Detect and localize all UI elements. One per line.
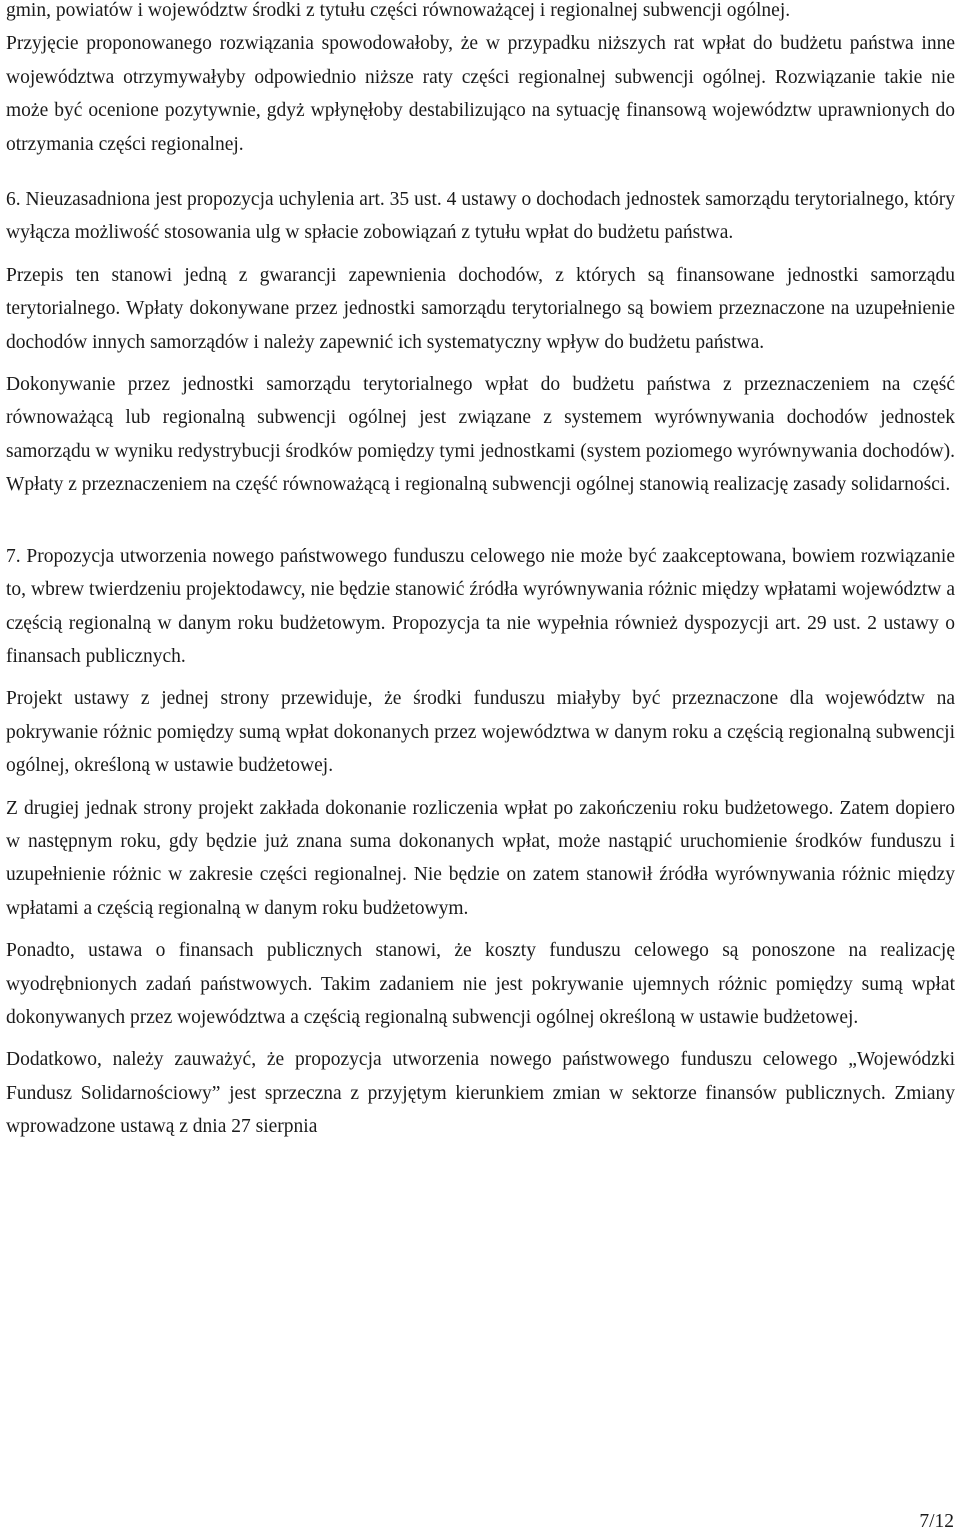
paragraph-point-6: 6. Nieuzasadniona jest propozycja uchylenia art. 35 ust. 4 ustawy o dochodach jednostek samorządu terytorialnego, który wyłącza możliwość stosowania ulg w spłacie zobowiązań z tytułu wpłat do budżetu państwa.	[6, 189, 955, 244]
paragraph-point-7: 7. Propozycja utworzenia nowego państwowego funduszu celowego nie może być zaakceptowana, bowiem rozwiązanie to, wbrew twierdzeniu projektodawcy, nie będzie stanowić źródła wyrównywania różnic między wpłatami województw a częścią regionalną w danym roku budżetowym. Propozycja ta nie wypełnia również dyspozycji art. 29 ust. 2 ustawy o finansach publicznych.	[6, 545, 955, 667]
paragraph-proposed-solution: Przyjęcie proponowanego rozwiązania spowodowałoby, że w przypadku niższych rat wpłat do budżetu państwa inne województwa otrzymywałyby odpowiednio niższe raty części regionalnej subwencji ogólnej. Rozwiązanie takie nie może być ocenione pozytywnie, gdyż wpłynęłoby destabilizująco na sytuację finansową województw uprawnionych do otrzymania części regionalnej.	[6, 33, 955, 155]
document-page	[6, 0, 955, 1144]
paragraph-equalization-system: Dokonywanie przez jednostki samorządu terytorialnego wpłat do budżetu państwa z przeznaczeniem na część równoważącą lub regionalną subwencji ogólnej jest związane z systemem wyrównywania dochodów jednostek samorządu w wyniku redystrybucji środków pomiędzy tymi jednostkami (system poziomego wyrównywania dochodów). Wpłaty z przeznaczeniem na część równoważącą i regionalną subwencji ogólnej stanowią realizację zasady solidarności.	[6, 374, 955, 496]
paragraph-guarantee: Przepis ten stanowi jedną z gwarancji zapewnienia dochodów, z których są finansowane jednostki samorządu terytorialnego. Wpłaty dokonywane przez jednostki samorządu terytorialnego są bowiem przeznaczone na uzupełnienie dochodów innych samorządów i należy zapewnić ich systematyczny wpływ do budżetu państwa.	[6, 264, 955, 353]
paragraph-solidarity-fund: Dodatkowo, należy zauważyć, że propozycja utworzenia nowego państwowego funduszu celowego „Wojewódzki Fundusz Solidarnościowy” jest sprzeczna z przyjętym kierunkiem zmian w sektorze finansów publicznych. Zmiany wprowadzone ustawą z dnia 27 sierpnia	[6, 1049, 955, 1138]
paragraph-public-finance-act: Ponadto, ustawa o finansach publicznych stanowi, że koszty funduszu celowego są ponoszone na realizację wyodrębnionych zadań państwowych. Takim zadaniem nie jest pokrywanie ujemnych różnic pomiędzy sumą wpłat dokonywanych przez województwa a częścią regionalną subwencji ogólnej określoną w ustawie budżetowej.	[6, 940, 955, 1028]
page-number: 7/12	[919, 1511, 954, 1532]
paragraph-continuation: gmin, powiatów i województw środki z tytułu części równoważącej i regionalnej subwencji ogólnej.	[6, 0, 791, 21]
paragraph-fund-purpose: Projekt ustawy z jednej strony przewiduje, że środki funduszu miałyby być przeznaczone dla województw na pokrywanie różnic pomiędzy sumą wpłat dokonanych przez województwa w danym roku a częścią regionalną subwencji ogólnej, określoną w ustawie budżetowej.	[6, 688, 955, 777]
paragraph-settlement: Z drugiej jednak strony projekt zakłada dokonanie rozliczenia wpłat po zakończeniu roku budżetowego. Zatem dopiero w następnym roku, gdy będzie już znana suma dokonanych wpłat, może nastąpić uruchomienie środków funduszu i uzupełnienie różnic w zakresie części regionalnej. Nie będzie on zatem stanowił źródła wyrównywania różnic między wpłatami a częścią regionalną w danym roku budżetowym.	[6, 797, 955, 919]
